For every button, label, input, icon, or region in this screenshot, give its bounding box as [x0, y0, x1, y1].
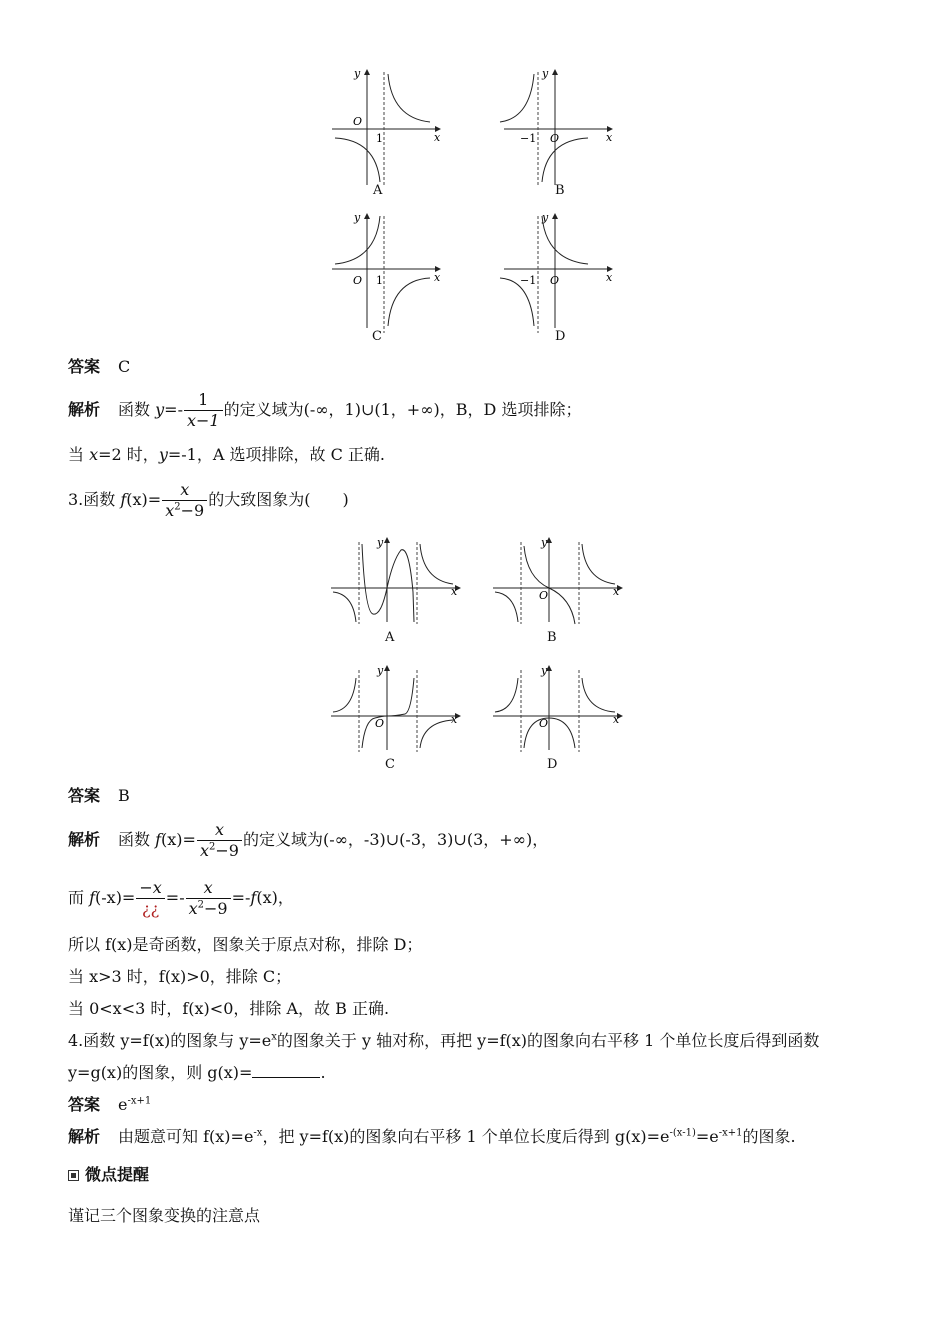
q3-analysis-line3: 所以 f(x)是奇函数，图象关于原点对称，排除 D； [68, 935, 423, 954]
analysis-label: 解析 [68, 400, 101, 419]
answer-label: 答案 [68, 1095, 101, 1114]
origin-label: O [353, 115, 363, 128]
svg-text:O: O [375, 717, 385, 730]
axis-y-label: y [354, 211, 361, 224]
tip-title: 微点提醒 [85, 1165, 150, 1184]
origin-label: O [550, 274, 560, 287]
q2-graph-a [332, 67, 441, 185]
square-bullet-icon [68, 1170, 79, 1181]
origin-label: O [353, 274, 363, 287]
svg-text:O: O [539, 717, 549, 730]
answer-label: 答案 [68, 357, 101, 376]
svg-text:x: x [451, 713, 458, 726]
axis-y-label: y [542, 67, 549, 80]
q2-graph-c [332, 211, 441, 333]
svg-text:y: y [541, 536, 548, 549]
tick-label: −1 [520, 274, 537, 287]
svg-text:O: O [539, 589, 549, 602]
answer-value: e [118, 1095, 128, 1114]
q3-answer [68, 785, 130, 807]
tip-header [68, 1164, 149, 1186]
tick-label: 1 [376, 274, 383, 287]
axis-y-label: y [354, 67, 361, 80]
q2-option-b-label: B [555, 183, 565, 198]
q3-graphs [325, 532, 635, 777]
tick-label: −1 [520, 132, 537, 145]
q4-analysis: 解析 由题意可知 $f(x)=e^{-x}$，把 y=f(x)的图象向右平移 1 个单位长度后得到 $g(x)=e^{-(x-1)}=e^{-x+1}$的图象. [68, 1127, 796, 1146]
axis-x-label: x [606, 131, 613, 144]
axis-y-label: y [542, 211, 549, 224]
q3-graph-d [493, 664, 622, 752]
q2-answer [68, 356, 130, 378]
q2-graph-d [500, 211, 613, 333]
origin-label: O [550, 132, 560, 145]
axis-x-label: x [434, 131, 441, 144]
q2-analysis-line1: 解析 函数 y=- $\frac{1}{x-1}$ 的定义域为(-∞，1)∪(1，+∞)，B，D 选项排除； [68, 390, 582, 430]
q4-answer: 答案 $e^{-x+1}$ [68, 1095, 152, 1114]
q3-option-b-label: B [547, 630, 557, 645]
q3-graph-c [331, 664, 460, 752]
svg-text:y: y [377, 664, 384, 677]
axis-x-label: x [434, 271, 441, 284]
answer-blank [252, 1063, 320, 1078]
q2-option-c-label: C [372, 329, 382, 344]
q3-option-d-label: D [547, 757, 558, 772]
q3-question: 3.函数 f(x)= $\frac{x}{x^2-9}$ 的大致图象为( ) [68, 480, 349, 520]
svg-text:y: y [377, 536, 384, 549]
svg-text:x: x [613, 585, 620, 598]
q3-analysis-line1: 解析 函数 f(x)= $\frac{x}{x^2-9}$ 的定义域为(-∞，-3)∪(-3，3)∪(3，+∞)， [68, 820, 549, 860]
q3-graph-b [493, 536, 622, 624]
q3-graph-a [331, 536, 460, 624]
axis-x-label: x [606, 271, 613, 284]
q3-analysis-line4: 当 x>3 时，f(x)>0，排除 C； [68, 967, 292, 986]
analysis-label: 解析 [68, 1127, 101, 1146]
fraction: $\frac{x}{x^2-9}$ [186, 878, 231, 919]
answer-value: B [118, 786, 130, 805]
q2-graph-b [500, 67, 613, 185]
analysis-label: 解析 [68, 830, 101, 849]
q4-question-line2: y=g(x)的图象，则 g(x)= . [68, 1063, 326, 1082]
q2-analysis-line2: 当 x=2 时，y=-1，A 选项排除，故 C 正确. [68, 445, 385, 464]
tick-label: 1 [376, 132, 383, 145]
svg-text:x: x [613, 713, 620, 726]
q2-option-a-label: A [373, 183, 383, 198]
q3-analysis-line2: 而 f(-x)= $\frac{-x}{¿¿}$ =- $\frac{x}{x^2-9}$ =-f(x)， [68, 878, 294, 918]
tip-text: 谨记三个图象变换的注意点 [68, 1206, 261, 1225]
q3-option-a-label: A [385, 630, 395, 645]
q4-question-line1: 4.函数 y=f(x)的图象与 $y=e^x$的图象关于 y 轴对称，再把 y=f(x)的图象向右平移 1 个单位长度后得到函数 [68, 1031, 820, 1050]
q3-analysis-line5: 当 0<x<3 时，f(x)<0，排除 A，故 B 正确. [68, 999, 390, 1018]
answer-value: C [118, 357, 131, 376]
fraction: $\frac{x}{x^2-9}$ [162, 480, 207, 521]
q3-option-c-label: C [385, 757, 395, 772]
answer-label: 答案 [68, 786, 101, 805]
fraction: $\frac{x}{x^2-9}$ [197, 820, 242, 861]
svg-text:y: y [541, 664, 548, 677]
q2-option-d-label: D [555, 329, 566, 344]
svg-text:x: x [451, 585, 458, 598]
fraction: $\frac{-x}{¿¿}$ [136, 878, 164, 919]
fraction: $\frac{1}{x-1}$ [184, 390, 223, 431]
q2-graphs [320, 60, 640, 350]
